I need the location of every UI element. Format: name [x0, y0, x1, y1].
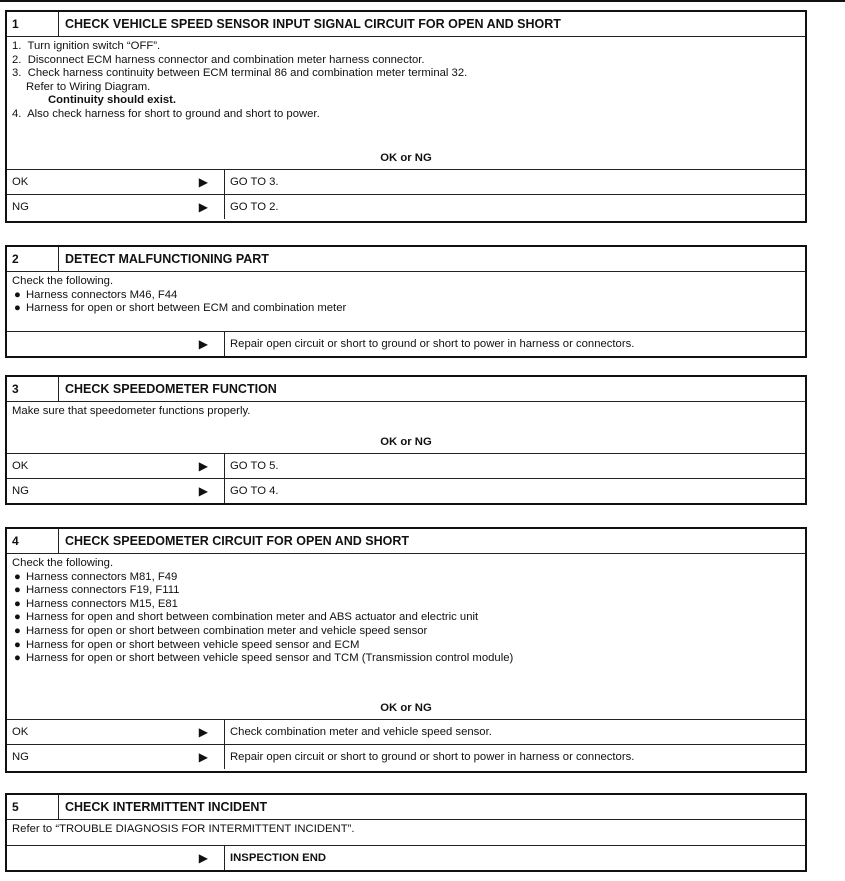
step-number: 5 [7, 795, 59, 819]
bullet-icon: ● [14, 638, 21, 651]
result-row-ng [7, 744, 805, 769]
step-header [7, 247, 805, 272]
arrow-right-icon: ▶ [198, 851, 208, 865]
bullet-item: ● Harness for open or short between vehicle speed sensor and ECM [14, 638, 360, 651]
result-row-ok [7, 454, 805, 478]
bullet-item: ● Harness connectors M46, F44 [14, 288, 178, 301]
result-label: OK [12, 176, 29, 188]
step-title: CHECK VEHICLE SPEED SENSOR INPUT SIGNAL CIRCUIT FOR OPEN AND SHORT [65, 17, 561, 31]
step-header [7, 377, 805, 402]
step-header [7, 12, 805, 37]
bullet-item: ● Harness connectors F19, F111 [14, 584, 180, 597]
arrow-right-icon: ▶ [198, 725, 208, 739]
result-label: OK [12, 726, 29, 738]
bullet-icon: ● [14, 302, 21, 315]
bullet-item: ● Harness connectors M15, E81 [14, 597, 178, 610]
ok-or-ng-label: OK or NG [7, 431, 805, 454]
instruction-line: 2. Disconnect ECM harness connector and combination meter harness connector. [12, 53, 425, 66]
step-number: 3 [7, 377, 59, 401]
result-label: NG [12, 201, 29, 213]
step-intro: Check the following. [12, 275, 114, 287]
ok-or-ng-label: OK or NG [7, 697, 805, 720]
arrow-right-icon: ▶ [198, 484, 208, 498]
bullet-icon: ● [14, 597, 21, 610]
arrow-right-icon: ▶ [198, 337, 208, 351]
step-intro: Check the following. [12, 557, 114, 569]
result-label: NG [12, 751, 29, 763]
step-body [7, 554, 805, 697]
result-action: GO TO 4. [230, 485, 279, 497]
arrow-right-icon: ▶ [198, 750, 208, 764]
result-label: OK [12, 460, 29, 472]
bullet-icon: ● [14, 288, 21, 301]
step-number: 1 [7, 12, 59, 36]
result-row-action [7, 331, 805, 356]
step-number: 4 [7, 529, 59, 553]
step-5-box [5, 793, 807, 872]
step-title: DETECT MALFUNCTIONING PART [65, 252, 269, 266]
step-2-box [5, 245, 807, 358]
step-header [7, 795, 805, 820]
step-body [7, 37, 805, 147]
result-row-ng [7, 478, 805, 503]
ok-or-ng-label: OK or NG [7, 147, 805, 170]
bullet-item: ● Harness connectors M81, F49 [14, 570, 178, 583]
step-body [7, 820, 805, 845]
expected-result: Continuity should exist. [48, 94, 177, 107]
bullet-item: ● Harness for open or short between vehicle speed sensor and TCM (Transmission control module) [14, 652, 514, 665]
arrow-right-icon: ▶ [198, 200, 208, 214]
instruction-line: Refer to Wiring Diagram. [26, 80, 151, 93]
result-action: GO TO 2. [230, 201, 279, 213]
arrow-right-icon: ▶ [198, 459, 208, 473]
bullet-icon: ● [14, 570, 21, 583]
bullet-icon: ● [14, 584, 21, 597]
result-row-action [7, 845, 805, 870]
result-action: GO TO 5. [230, 460, 279, 472]
bullet-icon: ● [14, 652, 21, 665]
step-body [7, 272, 805, 331]
step-number: 2 [7, 247, 59, 271]
step-intro: Make sure that speedometer functions properly. [12, 405, 251, 417]
step-4-box [5, 527, 807, 773]
step-intro: Refer to “TROUBLE DIAGNOSIS FOR INTERMITTENT INCIDENT”. [12, 823, 355, 835]
result-row-ng [7, 194, 805, 219]
bullet-item: ● Harness for open or short between combination meter and vehicle speed sensor [14, 624, 428, 637]
bullet-item: ● Harness for open or short between ECM and combination meter [14, 302, 347, 315]
step-title: CHECK SPEEDOMETER FUNCTION [65, 382, 277, 396]
result-label: NG [12, 485, 29, 497]
result-action: Repair open circuit or short to ground or short to power in harness or connectors. [230, 751, 635, 763]
result-action: Repair open circuit or short to ground or short to power in harness or connectors. [230, 338, 635, 350]
result-action: Check combination meter and vehicle speed sensor. [230, 726, 492, 738]
instruction-line: 1. Turn ignition switch “OFF”. [12, 40, 161, 52]
step-1-box [5, 10, 807, 223]
result-row-ok [7, 720, 805, 744]
bullet-item: ● Harness for open and short between combination meter and ABS actuator and electric unit [14, 611, 479, 624]
result-row-ok [7, 170, 805, 194]
arrow-right-icon: ▶ [198, 175, 208, 189]
bullet-icon: ● [14, 624, 21, 637]
step-title: CHECK SPEEDOMETER CIRCUIT FOR OPEN AND SHORT [65, 534, 410, 548]
result-action: INSPECTION END [230, 852, 327, 864]
step-body [7, 402, 805, 431]
result-action: GO TO 3. [230, 176, 279, 188]
instruction-line: 3. Check harness continuity between ECM terminal 86 and combination meter terminal 32. [12, 67, 468, 80]
step-header [7, 529, 805, 554]
page-top-rule [0, 0, 845, 2]
instruction-line: 4. Also check harness for short to ground and short to power. [12, 107, 320, 120]
bullet-icon: ● [14, 611, 21, 624]
step-3-box [5, 375, 807, 505]
step-title: CHECK INTERMITTENT INCIDENT [65, 800, 268, 814]
